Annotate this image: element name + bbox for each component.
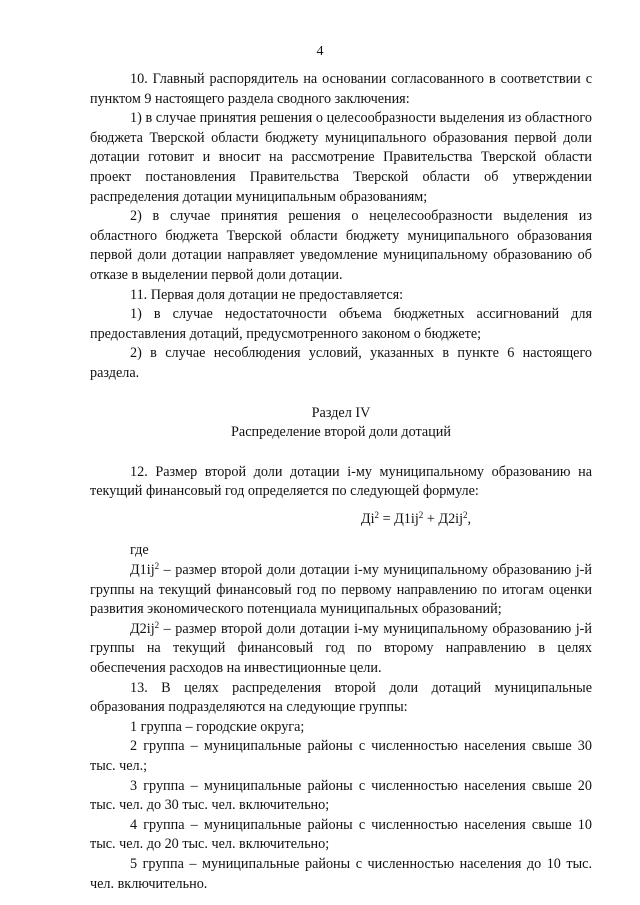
where-label: где: [130, 542, 149, 559]
definition-2: $Д2ij^2$ – размер второй доли дотации i-му муниципальному образованию j-й группы на текущий финансовый год по второму направлению в целях обеспечения расходов на инвестиционные цели.: [90, 619, 592, 677]
formula-term-1: Д1ij: [394, 510, 419, 527]
paragraph-10-item-2: 2) в случае принятия решения о нецелесообразности выделения из областного бюджета Тверской области бюджету муниципального образования первой доли дотации направляет уведомление муниципальному образованию об отказе в выделении первой доли дотации.: [90, 208, 592, 283]
group-item: 5 группа – муниципальные районы с численностью населения до 10 тыс. чел. включительно.: [90, 855, 592, 892]
document-body: [90, 70, 592, 894]
paragraph-13: 13. В целях распределения второй доли дотаций муниципальные образования подразделяются на следующие группы:: [90, 679, 592, 716]
group-item: 2 группа – муниципальные районы с численностью населения свыше 30 тыс. чел.;: [90, 738, 592, 774]
paragraph-12: 12. Размер второй доли дотации i-му муниципальному образованию на текущий финансовый год определяется по следующей формуле:: [90, 463, 592, 500]
section-number: Раздел IV: [311, 404, 371, 421]
paragraph-10: 10. Главный распорядитель на основании согласованного в соответствии с пунктом 9 настоящего раздела сводного заключения:: [90, 71, 592, 107]
paragraph-11-item-2: 2) в случае несоблюдения условий, указанных в пункте 6 настоящего раздела.: [90, 345, 592, 381]
definition-1: $Д1ij^2$ – размер второй доли дотации i-му муниципальному образованию j-й группы на текущий финансовый год по первому направлению по итогам оценки развития экономического потенциала муниципальных образований;: [90, 561, 592, 618]
page-number: 4: [316, 44, 324, 59]
paragraph-11-item-1: 1) в случае недостаточности объема бюджетных ассигнований для предоставления дотаций, предусмотренного законом о бюджете;: [90, 306, 592, 342]
group-item: 1 группа – городские округа;: [130, 718, 305, 735]
group-item: 4 группа – муниципальные районы с численностью населения свыше 10 тыс. чел. до 20 тыс. чел. включительно;: [90, 816, 592, 853]
formula-lhs: Дi: [360, 510, 375, 527]
paragraph-10-item-1: 1) в случае принятия решения о целесообразности выделения из областного бюджета Тверской области бюджету муниципального образования первой доли дотации готовит и вносит на рассмотрение Правительства Тверской области проект постановления Правительства Тверской области об утверждении распределения дотации муниципальным образованиям;: [90, 110, 592, 205]
paragraph-11: 11. Первая доля дотации не предоставляется:: [130, 286, 404, 303]
section-title: Распределение второй доли дотаций: [231, 424, 451, 441]
formula: $Дi^2 = Д1ij^2 + Д2ij^2$,: [360, 509, 472, 527]
group-item: 3 группа – муниципальные районы с численностью населения свыше 20 тыс. чел. до 30 тыс. чел. включительно;: [90, 777, 592, 814]
formula-term-2: Д2ij: [438, 510, 464, 527]
